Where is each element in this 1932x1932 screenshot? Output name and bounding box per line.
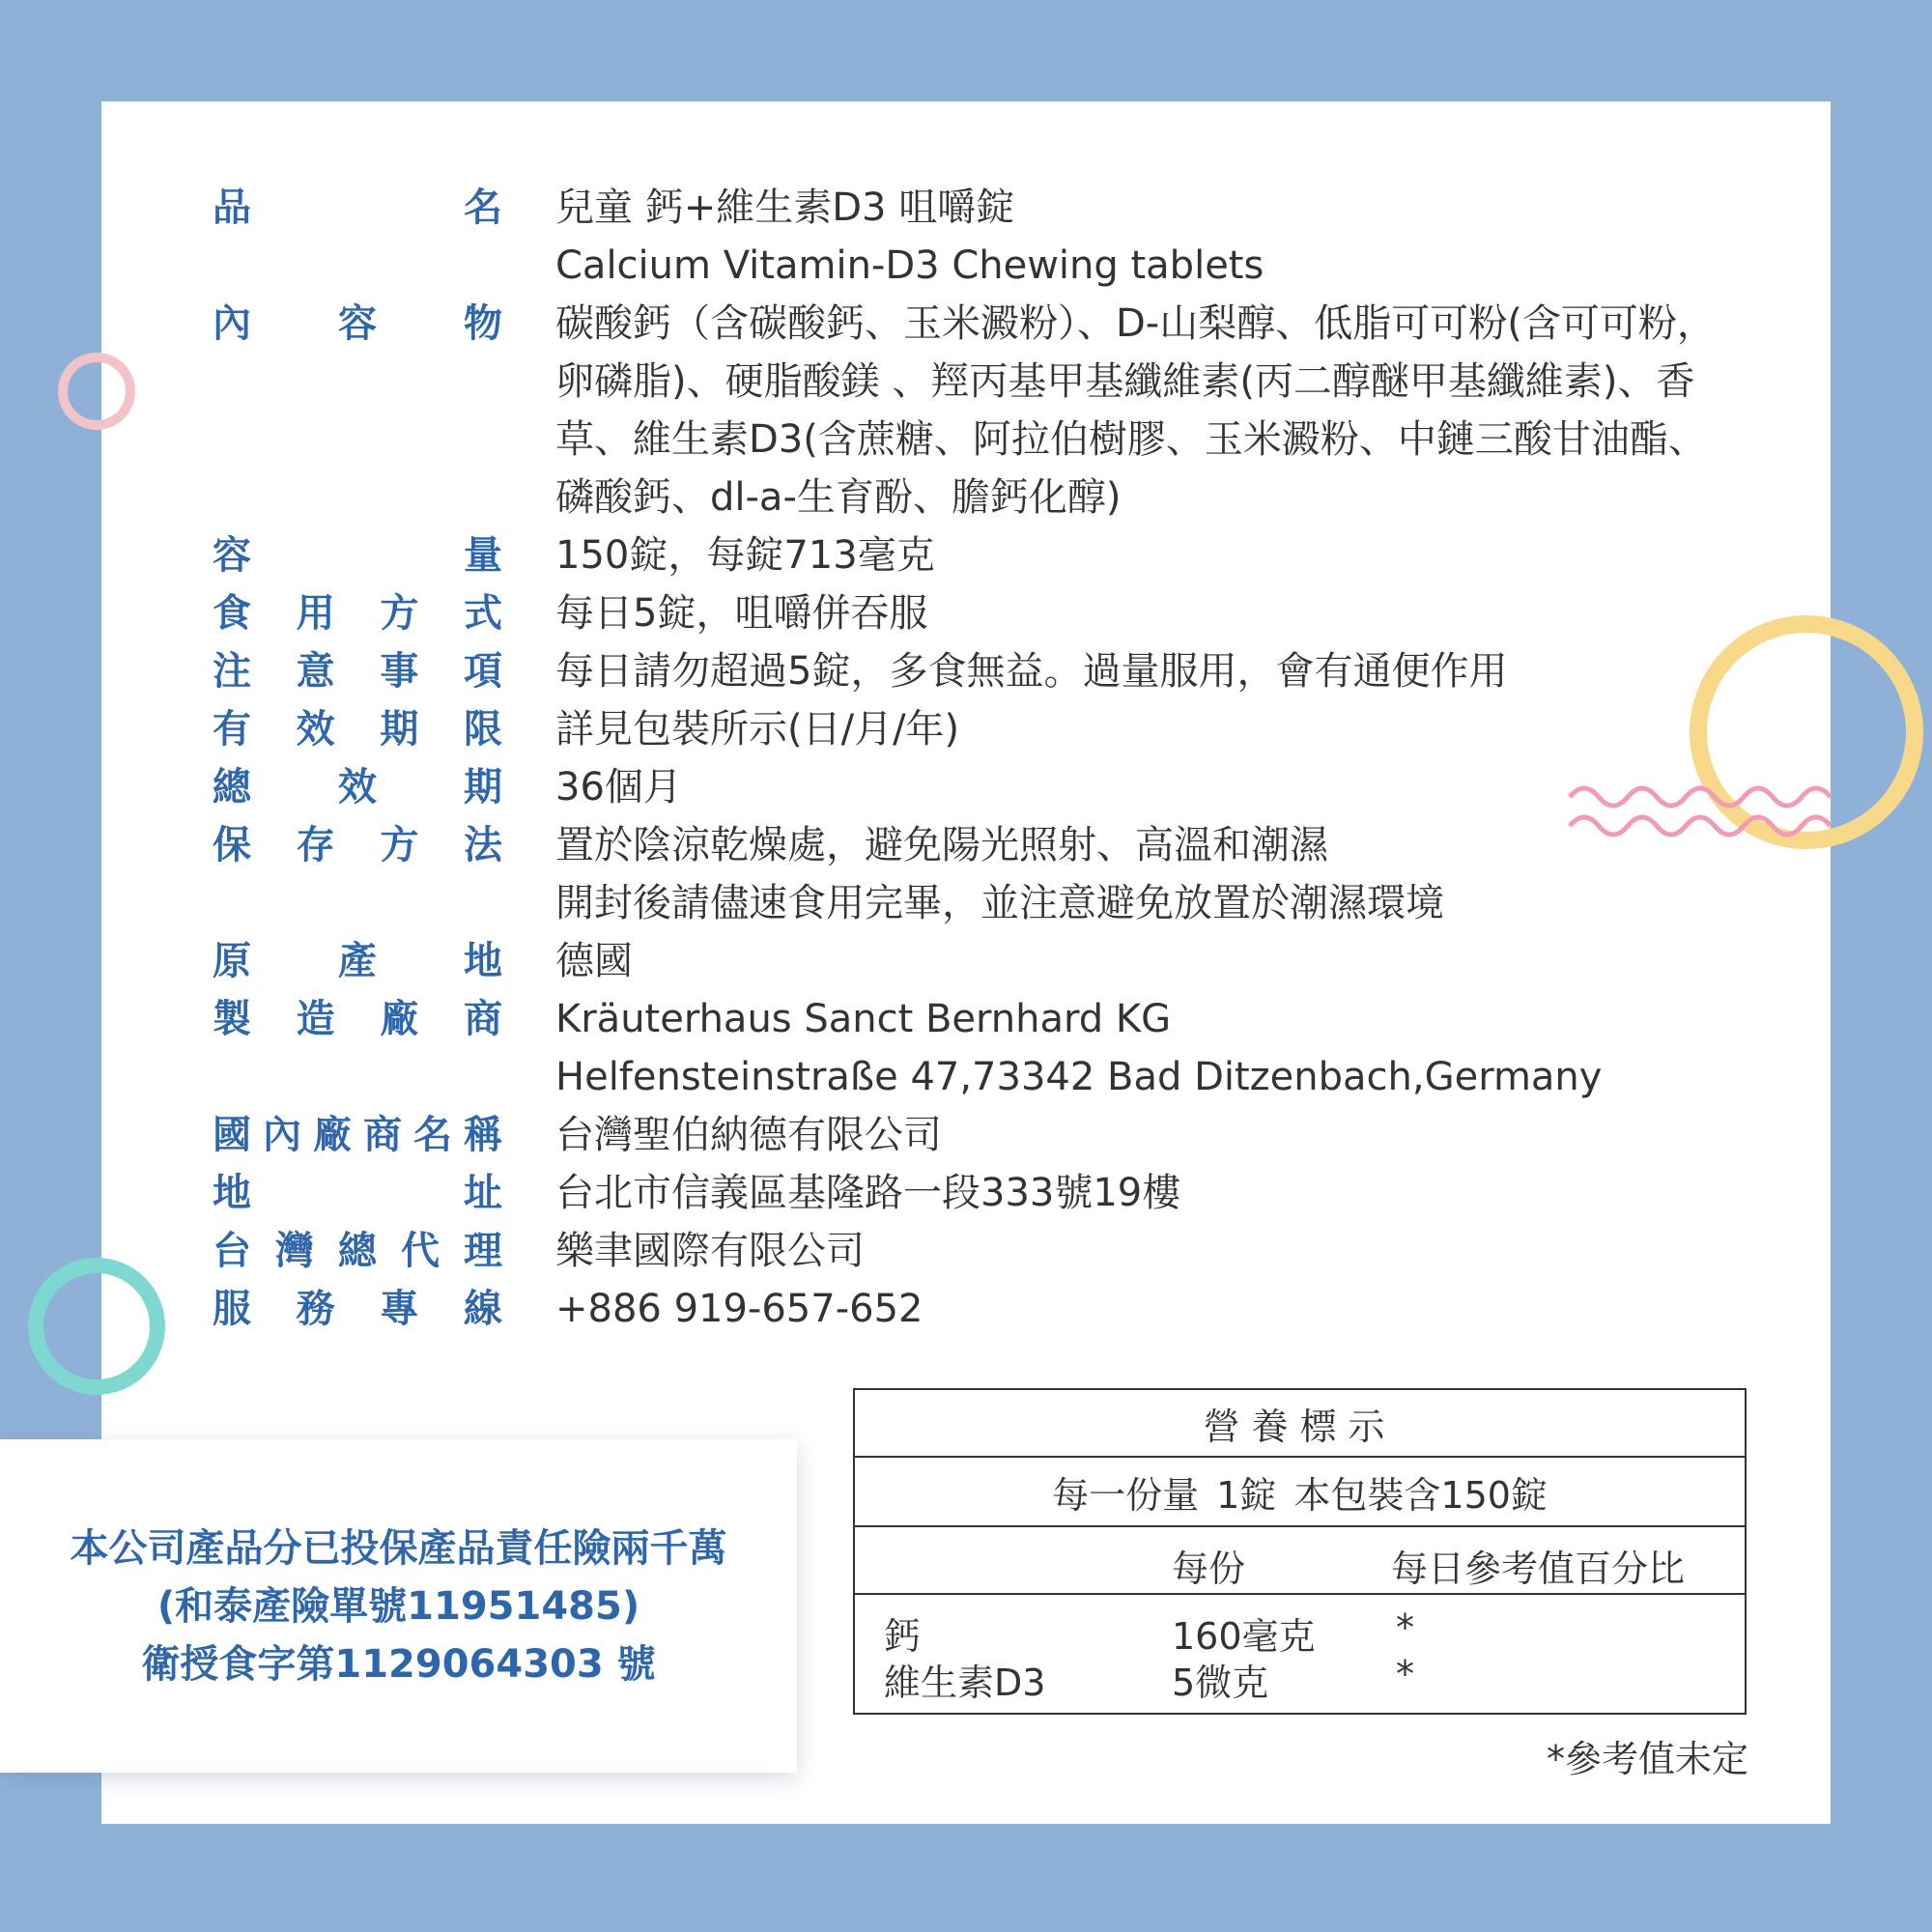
nutrition-table — [853, 1388, 1747, 1715]
spec-row — [213, 1164, 1758, 1222]
spec-label — [213, 1106, 502, 1164]
spec-value — [555, 526, 1729, 584]
spec-label — [213, 990, 502, 1106]
nutrient-amount: 5微克 — [1172, 1662, 1269, 1704]
teal-circle-decoration — [19, 1256, 174, 1401]
nutrition-title: 營養標示 — [855, 1390, 1745, 1458]
notice-line-2: (和泰產險單號11951485) — [156, 1583, 640, 1629]
spec-label-char: 製 — [213, 997, 251, 1041]
spec-label-char: 務 — [296, 1287, 335, 1331]
spec-label-char: 內 — [213, 301, 251, 346]
spec-label-char: 名 — [464, 185, 502, 230]
nutrition-column-headers — [855, 1527, 1745, 1595]
spec-value-line: Helfensteinstraße 47,73342 Bad Ditzenbach,Germany — [555, 1055, 1603, 1099]
spec-label-char: 總 — [213, 765, 251, 810]
spec-label-char: 效 — [296, 707, 335, 752]
spec-label-char: 址 — [464, 1171, 502, 1215]
spec-value — [555, 584, 1729, 642]
spec-label-char: 食 — [213, 591, 251, 636]
spec-label-char: 期 — [380, 707, 419, 752]
spec-value — [555, 1106, 1729, 1164]
spec-value — [555, 1222, 1729, 1280]
spec-label-char: 項 — [463, 649, 502, 694]
spec-row — [213, 584, 1758, 642]
spec-label-char: 量 — [464, 533, 502, 578]
spec-row — [213, 990, 1758, 1106]
spec-label-char: 保 — [213, 823, 251, 867]
spec-label-char: 灣 — [275, 1229, 314, 1273]
spec-value-line: 德國 — [555, 939, 633, 983]
spec-value-line: 台北市信義區基隆路一段333號19樓 — [555, 1171, 1181, 1215]
spec-label — [213, 179, 502, 295]
spec-label-char: 式 — [463, 591, 502, 636]
spec-row — [213, 295, 1758, 526]
spec-label-char: 容 — [338, 301, 377, 346]
spec-value — [555, 642, 1729, 700]
footnote: *參考值未定 — [1546, 1738, 1748, 1780]
spec-label — [213, 526, 502, 584]
pink-circle-decoration — [53, 348, 140, 435]
spec-label — [213, 1280, 502, 1338]
spec-label-char: 產 — [338, 939, 377, 983]
spec-row — [213, 1222, 1758, 1280]
spec-value — [555, 1164, 1729, 1222]
spec-value-line: 每日5錠，咀嚼併吞服 — [555, 591, 928, 636]
spec-label — [213, 816, 502, 932]
spec-value-line: 150錠，每錠713毫克 — [555, 533, 935, 578]
col-per-serving: 每份 — [1172, 1548, 1246, 1590]
spec-row — [213, 932, 1758, 990]
spec-value — [555, 816, 1729, 932]
spec-value-line: 每日請勿超過5錠，多食無益。過量服用，會有通便作用 — [555, 649, 1508, 694]
spec-label-char: 內 — [263, 1113, 301, 1157]
spec-value — [555, 932, 1729, 990]
spec-value-line: Kräuterhaus Sanct Bernhard KG — [555, 997, 1172, 1041]
spec-label-char: 事 — [380, 649, 419, 694]
spec-value-line: 碳酸鈣（含碳酸鈣、玉米澱粉）、D-山梨醇、低脂可可粉(含可可粉，卵磷脂)、硬脂酸鎂 、羥丙基甲基纖維素(丙二醇醚甲基纖維素)、香草、維生素D3(含蔗糖、阿拉伯樹膠、玉米澱粉、中鏈三酸甘油酯、磷酸鈣、dl-a-生育酚、膽鈣化醇) — [555, 301, 1716, 520]
spec-value — [555, 295, 1729, 526]
spec-value — [555, 990, 1729, 1106]
spec-label-char: 方 — [380, 591, 419, 636]
spec-row — [213, 526, 1758, 584]
spec-value-line: 樂聿國際有限公司 — [555, 1229, 865, 1273]
spec-label-char: 商 — [363, 1113, 402, 1157]
spec-label-char: 總 — [338, 1229, 377, 1273]
spec-value-line: 36個月 — [555, 765, 682, 810]
nutrient-name: 鈣 — [884, 1615, 922, 1658]
spec-row — [213, 700, 1758, 758]
spec-label-char: 專 — [380, 1287, 419, 1331]
spec-value-line: 兒童 鈣+維生素D3 咀嚼錠 — [555, 185, 1015, 230]
spec-label-char: 物 — [464, 301, 502, 346]
spec-label-char: 名 — [413, 1113, 452, 1157]
spec-label-char: 台 — [213, 1229, 251, 1273]
spec-label-char: 期 — [464, 765, 502, 810]
spec-label-char: 方 — [380, 823, 419, 867]
serving-info: 每一份量 1錠 本包裝含150錠 — [855, 1458, 1745, 1527]
spec-label-char: 容 — [213, 533, 251, 578]
nutrition-rows — [855, 1595, 1745, 1717]
spec-row — [213, 1106, 1758, 1164]
spec-label-char: 線 — [463, 1287, 502, 1331]
spec-label — [213, 584, 502, 642]
spec-label-char: 造 — [296, 997, 335, 1041]
spec-label-char: 品 — [213, 185, 251, 230]
spec-label — [213, 1164, 502, 1222]
spec-value — [555, 700, 1729, 758]
spec-value-line: +886 919-657-652 — [555, 1287, 923, 1331]
spec-row — [213, 642, 1758, 700]
spec-value-line: Calcium Vitamin-D3 Chewing tablets — [555, 243, 1264, 288]
spec-value — [555, 179, 1729, 295]
insurance-notice — [0, 1439, 797, 1773]
spec-value — [555, 1280, 1729, 1338]
spec-value-line: 台灣聖伯納德有限公司 — [555, 1113, 942, 1157]
spec-label — [213, 1222, 502, 1280]
spec-label — [213, 642, 502, 700]
spec-label-char: 代 — [401, 1229, 440, 1273]
spec-row — [213, 179, 1758, 295]
nutrient-dv: * — [1396, 1606, 1414, 1649]
spec-label-char: 注 — [213, 649, 251, 694]
notice-line-3: 衛授食字第1129064303 號 — [141, 1641, 656, 1687]
spec-row — [213, 816, 1758, 932]
spec-label-char: 限 — [463, 707, 502, 752]
spec-label-char: 服 — [213, 1287, 251, 1331]
spec-label — [213, 758, 502, 816]
nutrient-name: 維生素D3 — [884, 1662, 1046, 1704]
spec-label-char: 地 — [464, 939, 502, 983]
spec-label — [213, 700, 502, 758]
spec-label-char: 法 — [463, 823, 502, 867]
spec-label — [213, 295, 502, 526]
col-daily-value: 每日參考值百分比 — [1391, 1548, 1686, 1590]
spec-value-line: 開封後請儘速食用完畢，並注意避免放置於潮濕環境 — [555, 881, 1444, 925]
spec-value-line: 置於陰涼乾燥處，避免陽光照射、高溫和潮濕 — [555, 823, 1328, 867]
spec-label-char: 商 — [463, 997, 502, 1041]
spec-label-char: 國 — [213, 1113, 251, 1157]
spec-value — [555, 758, 1729, 816]
spec-label-char: 地 — [213, 1171, 251, 1215]
nutrient-dv: * — [1396, 1653, 1414, 1695]
spec-label-char: 有 — [213, 707, 251, 752]
spec-label-char: 用 — [296, 591, 335, 636]
spec-value-line: 詳見包裝所示(日/月/年) — [555, 707, 960, 752]
notice-line-1: 本公司產品分已投保產品責任險兩千萬 — [70, 1525, 727, 1571]
spec-table — [213, 179, 1758, 1338]
spec-label — [213, 932, 502, 990]
nutrient-amount: 160毫克 — [1172, 1615, 1316, 1658]
spec-label-char: 廠 — [380, 997, 419, 1041]
spec-label-char: 效 — [338, 765, 377, 810]
spec-label-char: 稱 — [464, 1113, 502, 1157]
spec-label-char: 存 — [296, 823, 335, 867]
spec-label-char: 意 — [296, 649, 335, 694]
spec-row — [213, 1280, 1758, 1338]
spec-label-char: 廠 — [313, 1113, 352, 1157]
spec-row — [213, 758, 1758, 816]
spec-label-char: 理 — [464, 1229, 502, 1273]
spec-label-char: 原 — [213, 939, 251, 983]
